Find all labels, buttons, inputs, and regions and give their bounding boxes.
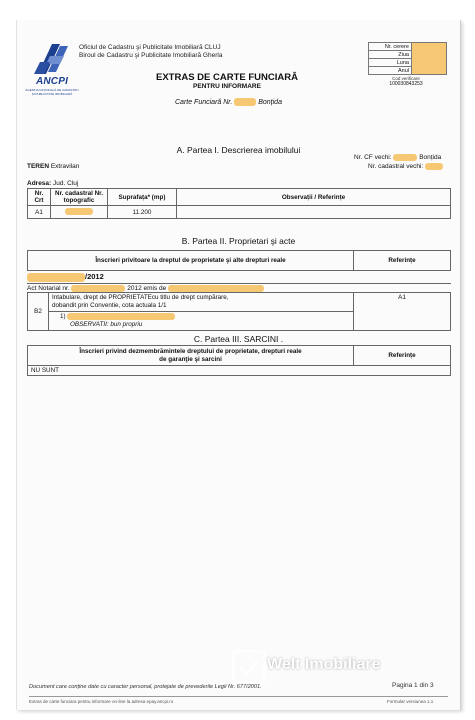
entry-text — [49, 293, 354, 312]
office-line-2: Biroul de Cadastru şi Publicitate Imobiliară Gherla — [79, 52, 223, 60]
year-line — [27, 272, 104, 282]
footer-form: Formular versiunea 1.1 — [387, 699, 434, 704]
cf-number-line — [175, 98, 282, 106]
cf-number-redaction — [234, 98, 256, 106]
owner-cell — [49, 312, 354, 331]
table-row — [28, 366, 451, 376]
request-year-label: Anul — [369, 67, 412, 75]
cell-area: 11.200 — [108, 206, 177, 219]
cf-old-label: Nr. CF vechi: — [354, 154, 392, 162]
cadastral-redaction — [65, 208, 93, 215]
col-nr-cadastral: Nr. cadastral Nr. topografic — [51, 189, 108, 206]
watermark-text: Welt Imobiliare — [267, 656, 381, 673]
address-line — [27, 180, 78, 187]
entry-text-line-2: dobandit prin Conventie, cota actuala 1/1 — [52, 302, 167, 309]
logo-subtext: AGENȚIA NAȚIONALĂ DE CADASTRU ȘI PUBLICITATE IMOBILIARĂ — [25, 88, 79, 96]
col-dezmembraminte — [28, 346, 354, 366]
act-prefix: Act Notarial nr. — [27, 285, 70, 293]
teren-value: Extravilan — [50, 163, 80, 170]
entry-text-line-1: Intabulare, drept de PROPRIETATEcu titlu de drept cumpărare, — [52, 294, 229, 301]
year-suffix: /2012 — [85, 272, 104, 281]
year-redaction — [27, 273, 85, 282]
request-number-label: Nr. cerere — [369, 43, 412, 51]
col-dezmembraminte-line-1: Înscrieri privind dezmembrămintele dreptului de proprietate, drepturi reale — [79, 347, 302, 355]
col-observatii: Observații / Referințe — [177, 189, 451, 206]
page-number: Pagina 1 din 3 — [392, 682, 434, 689]
address-label: Adresa: — [27, 180, 52, 187]
logo-brand: ANCPI — [35, 76, 69, 87]
owner-redaction — [67, 313, 175, 320]
act-line — [27, 283, 451, 292]
col-inscrieri: Înscrieri privitoare la dreptul de proprietate şi alte drepturi reale — [28, 251, 354, 271]
act-number-redaction — [71, 285, 125, 292]
col-referinte: Referințe — [354, 251, 451, 271]
entry-code: B2 — [28, 293, 49, 331]
footer-divider — [29, 696, 448, 697]
entry-ref: A1 — [354, 293, 451, 331]
owner-index: 1) — [60, 313, 66, 321]
verification-code: 100030843253 — [389, 81, 423, 87]
section-c-table — [27, 345, 451, 376]
observatii: OBSERVATII: bun propriu — [70, 321, 143, 329]
document-title: EXTRAS DE CARTE FUNCIARĂ — [156, 72, 298, 83]
section-a-table — [27, 188, 451, 219]
cf-old-line — [354, 154, 441, 161]
footer-note: Document care conține date cu caracter personal, protejate de prevederile Legii Nr. 677/2001. — [29, 684, 262, 690]
owner-line — [52, 313, 350, 321]
table-row — [28, 206, 451, 219]
section-a-title: A. Partea I. Descrierea imobilului — [176, 145, 301, 155]
cf-old-redaction — [393, 154, 417, 161]
col-suprafata: Suprafața* (mp) — [108, 189, 177, 206]
verification-label: Cod verificare — [392, 76, 420, 81]
request-redaction — [412, 43, 447, 75]
request-month-label: Luna — [369, 59, 412, 67]
request-box — [368, 42, 447, 75]
cell-crt: A1 — [28, 206, 51, 219]
teren-line — [27, 163, 79, 170]
cadastral-old-label: Nr. cadastral vechi: — [368, 163, 424, 171]
col-dezmembraminte-line-2: de garanţie şi sarcini — [159, 355, 222, 363]
act-issuer-redaction — [168, 285, 264, 292]
cf-old-locality: Bonțida — [419, 154, 442, 162]
cell-obs — [177, 206, 451, 219]
col-referinte-c: Referințe — [354, 346, 451, 366]
document-page — [16, 20, 461, 710]
act-middle: 2012 emis de — [127, 285, 167, 293]
footer-online: Extras de carte funciara pentru informare on-line la adresa epay.ancpi.ro — [29, 699, 174, 704]
cadastral-old-redaction — [425, 163, 443, 170]
cell-cadastral — [51, 206, 108, 219]
office-line-1: Oficiul de Cadastru şi Publicitate Imobiliară CLUJ — [79, 44, 221, 51]
section-b-table — [27, 292, 451, 331]
office-block — [79, 44, 222, 61]
table-row — [28, 293, 451, 312]
section-c-title: C. Partea III. SARCINI . — [193, 334, 284, 344]
cadastral-old-line — [368, 163, 443, 170]
section-b-title: B. Partea II. Proprietari şi acte — [181, 236, 296, 246]
sarcini-value: NU SUNT — [28, 366, 451, 376]
teren-label: TEREN — [27, 163, 50, 170]
cf-locality: Bonțida — [258, 98, 282, 106]
address-value: Jud. Cluj — [53, 180, 79, 187]
cf-label: Carte Funciară Nr. — [175, 98, 233, 106]
section-b-header — [27, 250, 451, 271]
watermark-logo-icon — [232, 650, 266, 684]
col-nr-crt: Nr. Crt — [28, 189, 51, 206]
request-day-label: Ziua — [369, 51, 412, 59]
document-subtitle: PENTRU INFORMARE — [193, 83, 261, 90]
